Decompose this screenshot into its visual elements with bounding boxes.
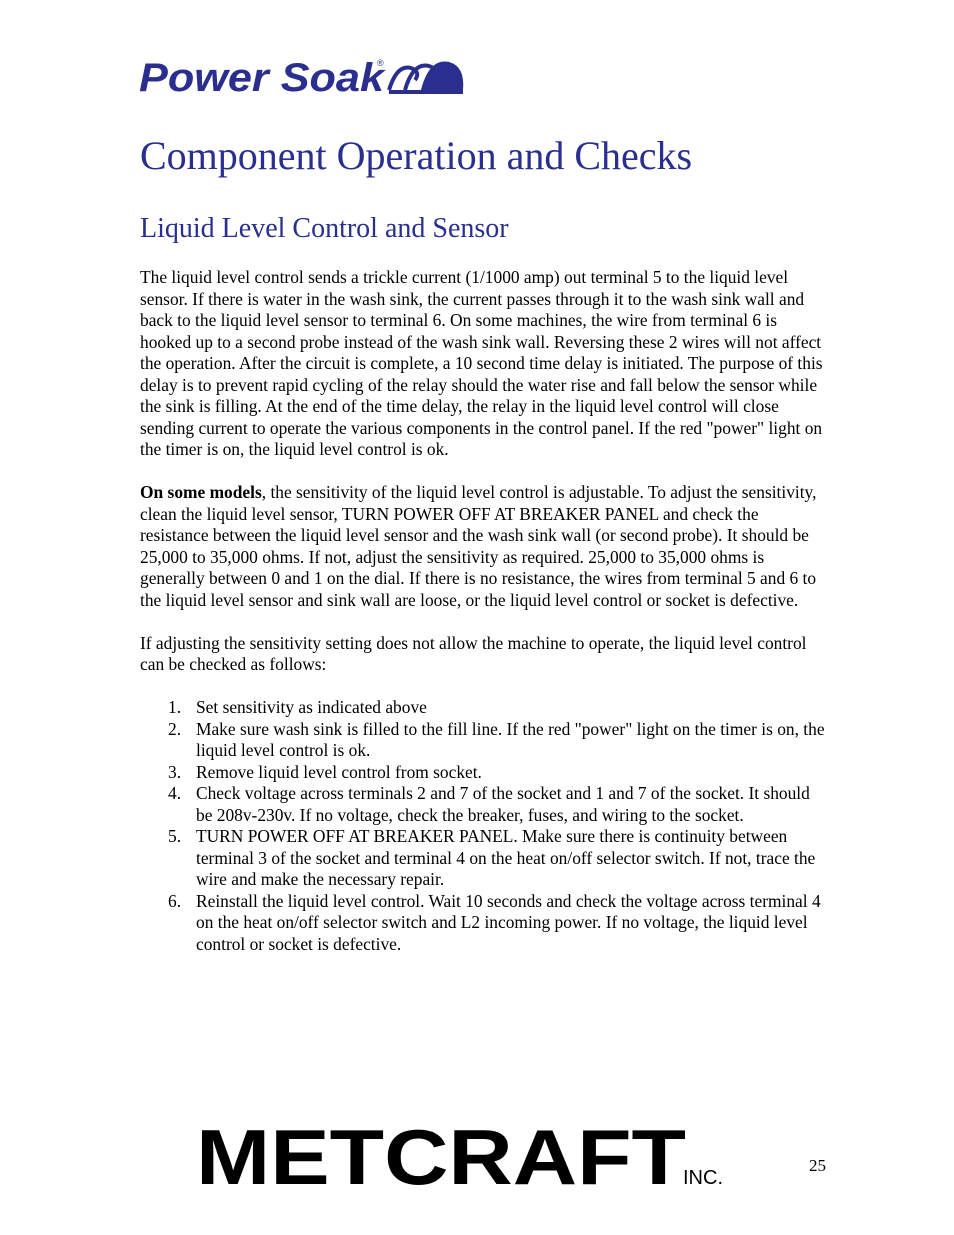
paragraph-check-intro: If adjusting the sensitivity setting does not allow the machine to operate, the liquid level control can be checked as follows:	[140, 632, 807, 674]
step-number: 3.	[168, 761, 182, 782]
company-suffix: INC.	[683, 1167, 723, 1189]
step-number: 6.	[168, 890, 182, 911]
section-title: Liquid Level Control and Sensor	[140, 213, 509, 244]
document-body	[140, 267, 830, 955]
list-item	[140, 719, 830, 762]
waves-logo-icon	[389, 64, 463, 92]
step-text: Check voltage across terminals 2 and 7 of the socket and 1 and 7 of the socket. It should be 208v-230v. If no voltage, check the breaker, fuses, and wiring to the socket.	[196, 783, 810, 825]
step-text: Set sensitivity as indicated above	[196, 697, 427, 717]
svg-text:®: ®	[377, 58, 384, 68]
step-number: 4.	[168, 783, 182, 803]
step-text: Make sure wash sink is filled to the fill line. If the red "power" light on the timer is on, the liquid level control is ok.	[196, 718, 825, 760]
step-number: 1.	[168, 697, 182, 717]
list-item	[140, 762, 830, 784]
metcraft-logo	[196, 1120, 736, 1190]
paragraph-sensitivity	[140, 482, 830, 611]
power-soak-wordmark: Power Soak	[139, 56, 386, 98]
steps-list	[140, 697, 830, 955]
list-item	[140, 783, 830, 826]
step-number: 2.	[168, 718, 182, 739]
page-title: Component Operation and Checks	[140, 133, 693, 178]
paragraph-intro: The liquid level control sends a trickle current (1/1000 amp) out terminal 5 to the liquid level sensor. If there is water in the wash sink, the current passes through it to the wash sink wall and back to the liquid level sensor to terminal 6. On some machines, the wire from terminal 6 is hooked up to a second probe instead of the wash sink wall. Reversing these 2 wires will not affect the operation. After the circuit is complete, a 10 second time delay is initiated. The purpose of this delay is to prevent rapid cycling of the relay should the water rise and fall below the sensor while the sink is filling. At the end of the time delay, the relay in the liquid level control will close sending current to operate the various components in the control panel. If the red "power" light on the timer is on, the liquid level control is ok.	[140, 267, 823, 459]
page-number: 25	[809, 1156, 826, 1175]
step-text: Remove liquid level control from socket.	[196, 761, 482, 782]
metcraft-wordmark: METCRAFT	[196, 1120, 686, 1190]
bold-lead: On some models	[140, 482, 262, 502]
list-item	[140, 891, 830, 956]
step-number: 5.	[168, 826, 182, 846]
step-text: TURN POWER OFF AT BREAKER PANEL. Make sure there is continuity between terminal 3 of the socket and terminal 4 on the heat on/off selector switch. If not, trace the wire and make the necessary repair.	[196, 826, 816, 889]
paragraph-sensitivity-text: , the sensitivity of the liquid level control is adjustable. To adjust the sensitivity, clean the liquid level sensor, TURN POWER OFF AT BREAKER PANEL and check the resistance between the liquid level sensor and the wash sink wall (or second probe). It should be 25,000 to 35,000 ohms. If not, adjust the sensitivity as required. 25,000 to 35,000 ohms is generally between 0 and 1 on the dial. If there is no resistance, the wires from terminal 5 and 6 to the liquid level sensor and sink wall are loose, or the liquid level control or socket is defective.	[140, 482, 817, 610]
step-text: Reinstall the liquid level control. Wait 10 seconds and check the voltage across terminal 4 on the heat on/off selector switch and L2 incoming power. If no voltage, the liquid level control or socket is defective.	[196, 890, 821, 954]
list-item	[140, 697, 830, 719]
list-item	[140, 826, 830, 891]
power-soak-logo	[139, 54, 469, 98]
